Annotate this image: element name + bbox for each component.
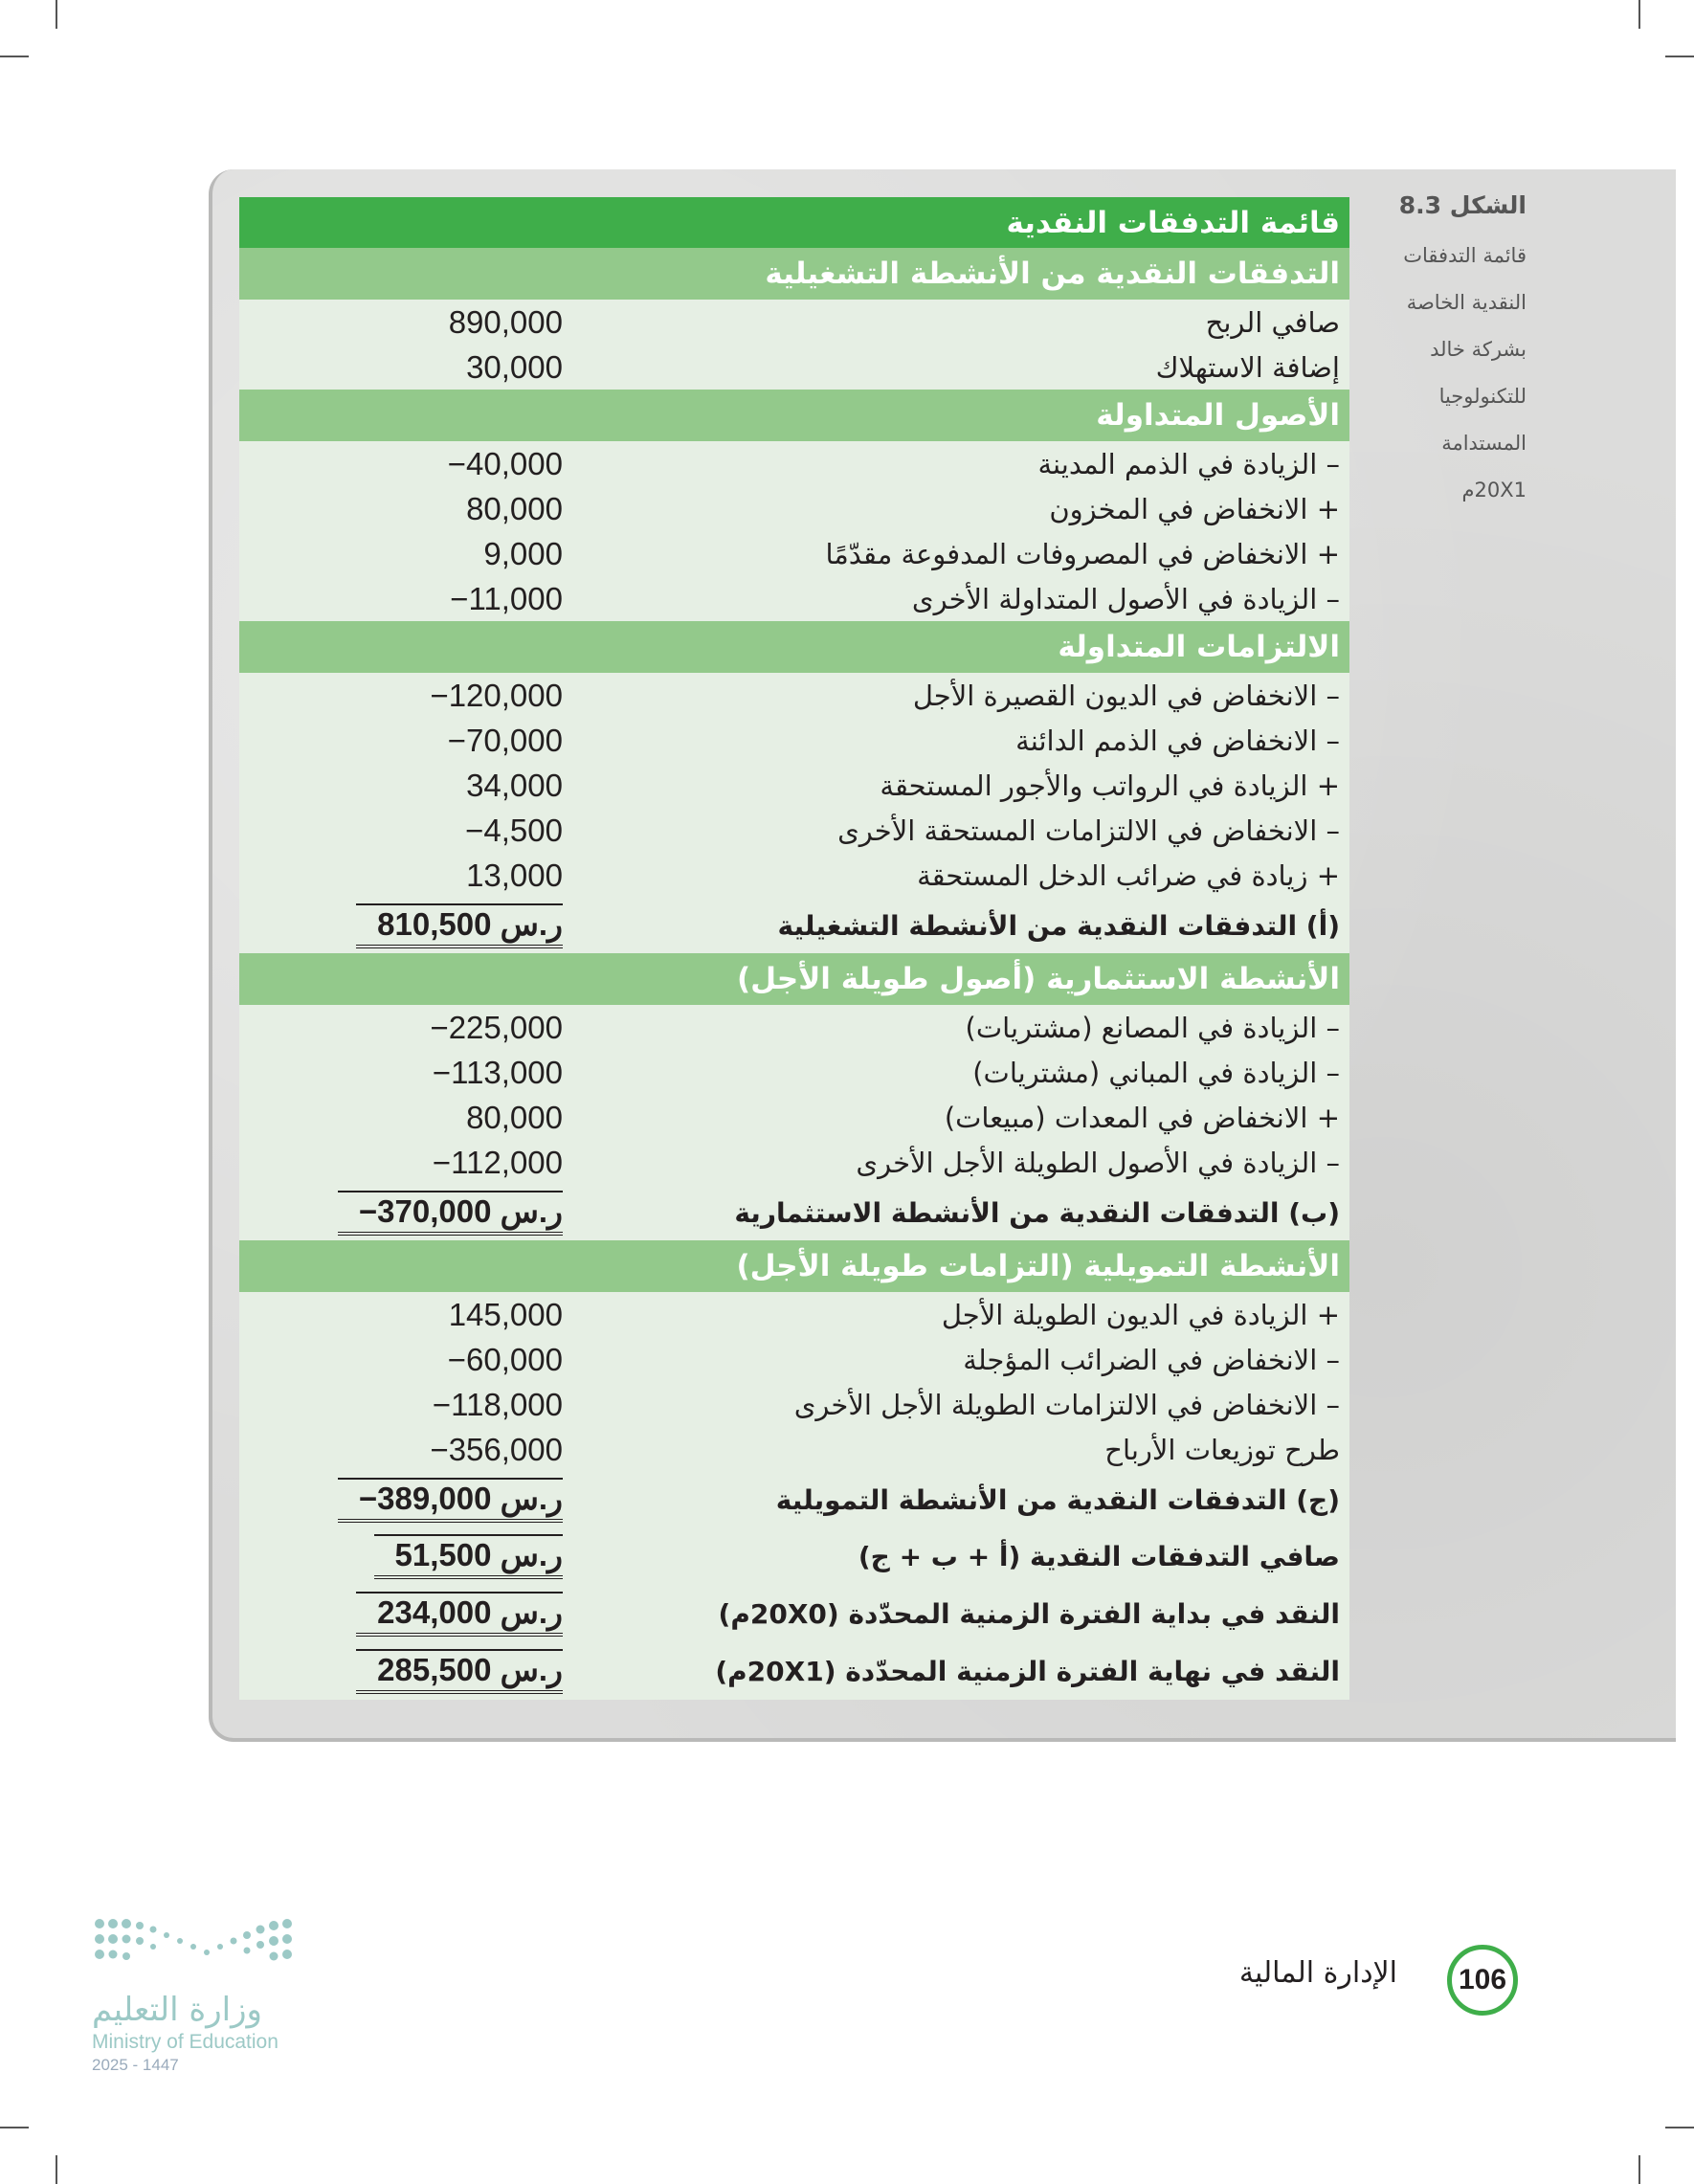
- line-label: – الانخفاض في الديون القصيرة الأجل: [912, 679, 1340, 712]
- book-title: الإدارة المالية: [1238, 1956, 1397, 1990]
- line-item: [239, 345, 1349, 390]
- line-amount: −4,500: [465, 812, 563, 848]
- caption-line: للتكنولوجيا: [1438, 385, 1527, 408]
- line-amount: −118,000: [432, 1386, 563, 1422]
- line-item: [239, 1140, 1349, 1185]
- crop-mark: [1638, 2155, 1640, 2184]
- ministry-logo: [92, 1914, 312, 2075]
- line-item: [239, 531, 1349, 576]
- investing-header: الأنشطة الاستثمارية (أصول طويلة الأجل): [737, 962, 1340, 996]
- line-label: إضافة الاستهلاك: [1155, 350, 1340, 384]
- line-label: – الزيادة في الذمم المدينة: [1037, 447, 1340, 480]
- investing-total-label: (ب) التدفقات النقدية من الأنشطة الاستثمارية: [734, 1196, 1340, 1229]
- line-label: – الزيادة في المباني (مشتريات): [972, 1056, 1340, 1089]
- line-item: [239, 486, 1349, 531]
- section-header: [239, 390, 1349, 441]
- line-item: [239, 441, 1349, 486]
- total-row: [239, 1585, 1349, 1642]
- section-header: [239, 248, 1349, 300]
- line-label: طرح توزيعات الأرباح: [1104, 1433, 1340, 1466]
- line-amount: −112,000: [432, 1144, 563, 1180]
- subtotal-row: [239, 1472, 1349, 1527]
- caption-line: بشركة خالد: [1430, 338, 1527, 361]
- line-label: – الانخفاض في الالتزامات المستحقة الأخرى: [837, 813, 1340, 847]
- ministry-name-en: Ministry of Education: [92, 2031, 279, 2053]
- line-item: [239, 1427, 1349, 1472]
- line-amount: 9,000: [483, 535, 563, 571]
- line-item: [239, 808, 1349, 853]
- line-label: – الانخفاض في الضرائب المؤجلة: [963, 1343, 1340, 1376]
- cash-beginning-amount: 234,000 ر.س: [239, 1585, 563, 1642]
- line-item: [239, 673, 1349, 718]
- line-item: [239, 1292, 1349, 1337]
- ministry-dots-icon: [92, 1914, 302, 1981]
- financing-total-amount: −389,000 ر.س: [239, 1472, 563, 1527]
- section-header: [239, 1240, 1349, 1292]
- line-item: [239, 1050, 1349, 1095]
- net-cash-flow-amount: 51,500 ر.س: [239, 1527, 563, 1585]
- line-item: [239, 853, 1349, 898]
- line-label: – الانخفاض في الالتزامات الطويلة الأجل الأخرى: [793, 1388, 1340, 1421]
- line-item: [239, 763, 1349, 808]
- subtotal-row: [239, 898, 1349, 953]
- investing-total-amount: −370,000 ر.س: [239, 1185, 563, 1240]
- figure-number: الشكل 8.3: [1398, 191, 1527, 219]
- ministry-year: 2025 - 1447: [92, 2056, 179, 2074]
- line-label: + الانخفاض في المصروفات المدفوعة مقدّمًا: [825, 537, 1340, 570]
- current-assets-header: الأصول المتداولة: [1096, 398, 1340, 433]
- line-amount: −356,000: [430, 1431, 563, 1467]
- line-item: [239, 1337, 1349, 1382]
- current-liabilities-header: الالتزامات المتداولة: [1058, 630, 1340, 664]
- line-amount: −225,000: [430, 1009, 563, 1045]
- operating-header: التدفقات النقدية من الأنشطة التشغيلية: [765, 256, 1340, 291]
- line-amount: −120,000: [430, 677, 563, 713]
- crop-mark: [1665, 56, 1694, 57]
- line-amount: −40,000: [447, 445, 563, 481]
- crop-mark: [0, 56, 29, 57]
- crop-mark: [56, 0, 57, 29]
- subtotal-row: [239, 1185, 1349, 1240]
- line-amount: −113,000: [432, 1054, 563, 1090]
- line-label: + الانخفاض في المعدات (مبيعات): [944, 1101, 1340, 1134]
- line-item: [239, 718, 1349, 763]
- line-label: صافي الربح: [1205, 305, 1340, 339]
- line-label: + الانخفاض في المخزون: [1049, 492, 1340, 525]
- page-number-badge: 106: [1447, 1945, 1518, 2016]
- line-item: [239, 1095, 1349, 1140]
- line-label: + الزيادة في الديون الطويلة الأجل: [941, 1298, 1340, 1331]
- line-amount: 890,000: [448, 303, 563, 340]
- line-item: [239, 1005, 1349, 1050]
- line-label: – الزيادة في الأصول المتداولة الأخرى: [911, 582, 1340, 615]
- section-header: [239, 621, 1349, 673]
- crop-mark: [1638, 0, 1640, 29]
- line-label: – الانخفاض في الذمم الدائنة: [1015, 724, 1340, 757]
- operating-total-label: (أ) التدفقات النقدية من الأنشطة التشغيلية: [777, 909, 1340, 942]
- ministry-name-ar: وزارة التعليم: [92, 1991, 262, 2029]
- line-amount: −70,000: [447, 722, 563, 758]
- cash-beginning-label: النقد في بداية الفترة الزمنية المحدّدة (20X0م): [718, 1597, 1340, 1630]
- line-label: + زيادة في ضرائب الدخل المستحقة: [917, 858, 1340, 892]
- crop-mark: [56, 2155, 57, 2184]
- line-amount: 145,000: [448, 1296, 563, 1332]
- total-row: [239, 1527, 1349, 1585]
- line-item: [239, 1382, 1349, 1427]
- cash-end-amount: 285,500 ر.س: [239, 1642, 563, 1700]
- operating-total-amount: 810,500 ر.س: [239, 898, 563, 953]
- line-amount: 13,000: [466, 857, 563, 893]
- crop-mark: [0, 2127, 29, 2128]
- statement-title: قائمة التدفقات النقدية: [1006, 205, 1340, 240]
- line-label: – الزيادة في الأصول الطويلة الأجل الأخرى: [856, 1146, 1340, 1179]
- caption-line: النقدية الخاصة: [1406, 291, 1527, 314]
- line-item: [239, 576, 1349, 621]
- caption-line: قائمة التدفقات: [1403, 244, 1527, 267]
- line-amount: 30,000: [466, 348, 563, 385]
- financing-total-label: (ج) التدفقات النقدية من الأنشطة التمويلية: [775, 1483, 1340, 1516]
- line-amount: −60,000: [447, 1341, 563, 1377]
- total-row: [239, 1642, 1349, 1700]
- figure-caption: [1354, 191, 1527, 514]
- line-item: [239, 300, 1349, 345]
- line-amount: −11,000: [450, 580, 563, 616]
- section-header: [239, 953, 1349, 1005]
- caption-line: المستدامة: [1441, 432, 1527, 455]
- crop-mark: [1665, 2127, 1694, 2128]
- line-amount: 80,000: [466, 1099, 563, 1135]
- cash-end-label: النقد في نهاية الفترة الزمنية المحدّدة (20X1م): [715, 1655, 1340, 1687]
- line-amount: 80,000: [466, 490, 563, 526]
- cash-flow-statement: [239, 197, 1349, 1700]
- statement-title-row: [239, 197, 1349, 248]
- line-label: – الزيادة في المصانع (مشتريات): [965, 1011, 1340, 1044]
- caption-line: 20X1م: [1461, 479, 1527, 501]
- line-label: + الزيادة في الرواتب والأجور المستحقة: [880, 769, 1340, 802]
- line-amount: 34,000: [466, 767, 563, 803]
- net-cash-flow-label: صافي التدفقات النقدية (أ + ب + ج): [858, 1540, 1340, 1572]
- financing-header: الأنشطة التمويلية (التزامات طويلة الأجل): [736, 1249, 1340, 1283]
